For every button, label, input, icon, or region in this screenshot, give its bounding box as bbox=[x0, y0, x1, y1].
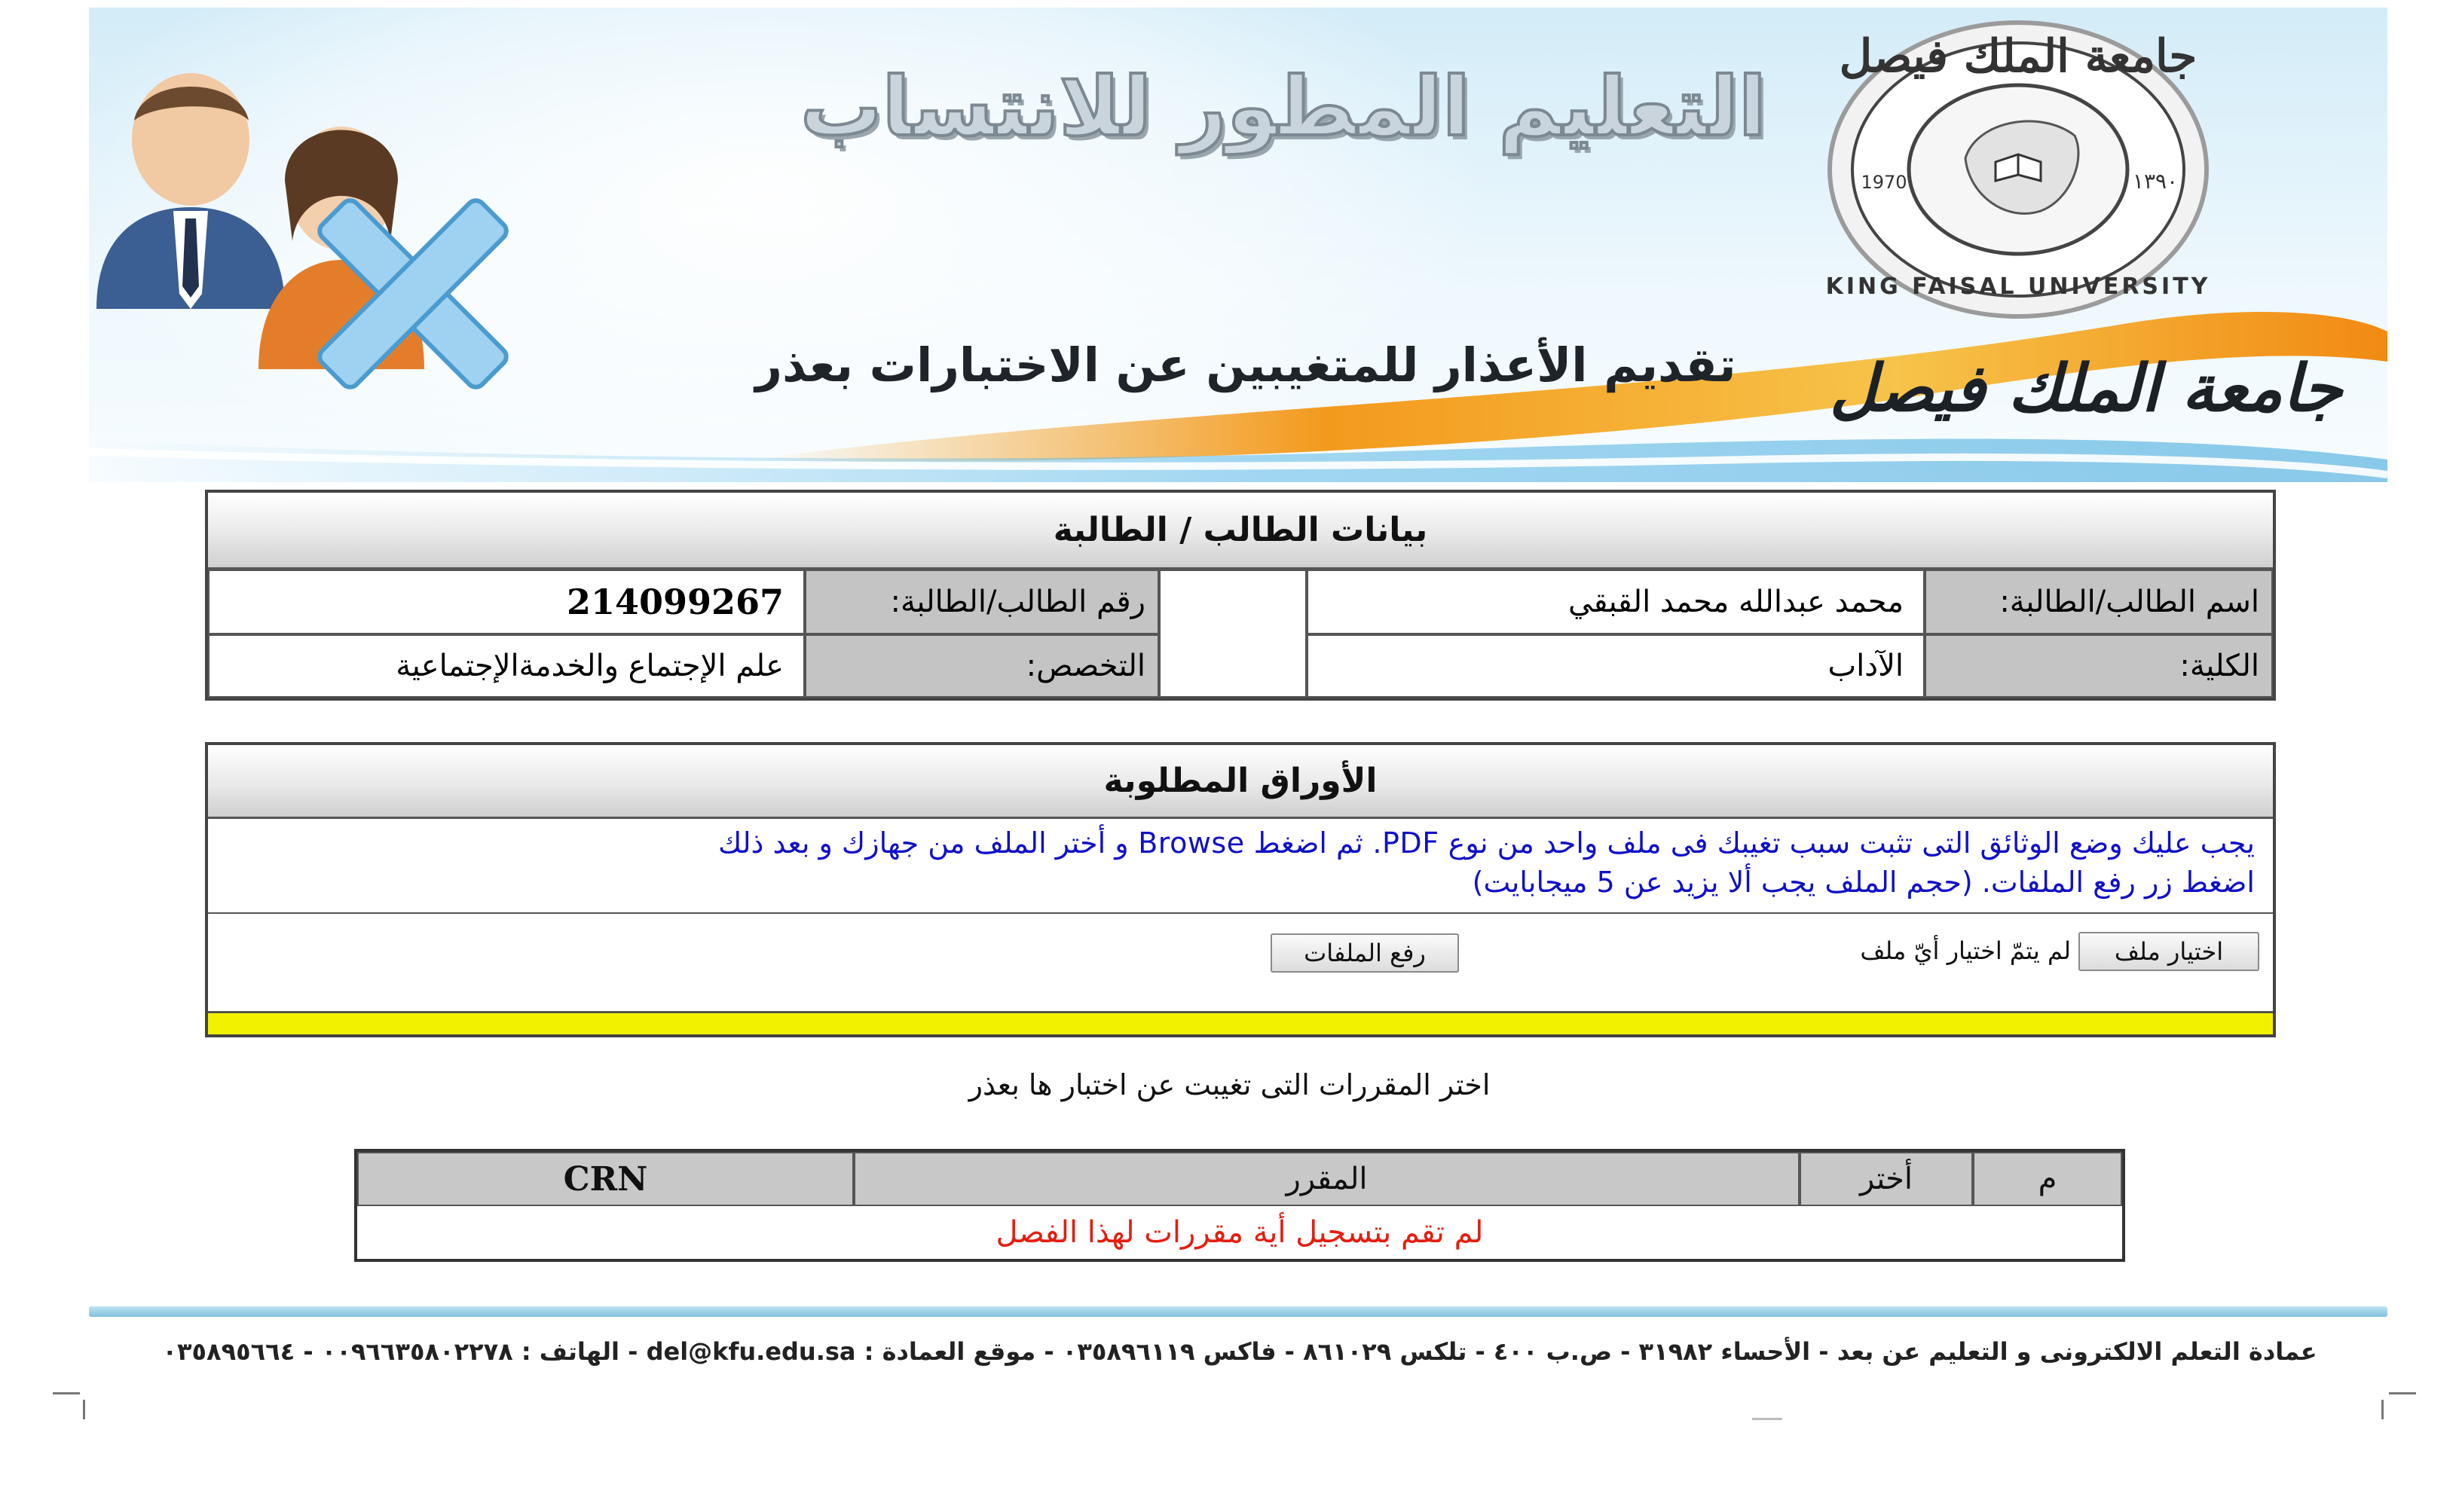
student-info-panel bbox=[205, 490, 2276, 701]
seal-english-text: KING FAISAL UNIVERSITY bbox=[1825, 273, 2211, 300]
seal-year-greg: 1970 bbox=[1861, 172, 1907, 193]
major-value: علم الإجتماع والخدمةالإجتماعية bbox=[208, 634, 805, 698]
student-id-label: رقم الطالب/الطالبة: bbox=[805, 570, 1159, 634]
major-label: التخصص: bbox=[805, 634, 1159, 698]
crop-mark-center bbox=[1752, 1418, 1782, 1420]
crop-mark-right-v bbox=[2381, 1400, 2384, 1419]
courses-instruction: اختر المقررات التى تغيبت عن اختبار ها بعذر bbox=[968, 1068, 1491, 1101]
courses-table bbox=[354, 1149, 2125, 1262]
footer-divider bbox=[89, 1306, 2387, 1317]
courses-empty-message: لم تقم بتسجيل أية مقررات لهذا الفصل bbox=[996, 1215, 1484, 1250]
required-documents-header: الأوراق المطلوبة bbox=[208, 745, 2273, 819]
column-header-select: أختر bbox=[1800, 1152, 1973, 1206]
documents-notice-line1: يجب عليك وضع الوثائق التى تثبت سبب تغيبك فى ملف واحد من نوع PDF. ثم اضغط Browse و أختر الملف من جهازك و بعد ذلك bbox=[717, 826, 2255, 860]
documents-notice bbox=[208, 819, 2273, 914]
university-seal-logo bbox=[1815, 8, 2237, 354]
student-name-value: محمد عبدالله محمد القبقي bbox=[1307, 570, 1925, 634]
footer-contact-info: عمادة التعلم الالكترونى و التعليم عن بعد - الأحساء ٣١٩٨٢ - ص.ب ٤٠٠ - تلكس ٨٦١٠٢٩ - فاكس ٠٣٥٨٩٦١١٩ - موقع العمادة : del@kfu.edu.sa - الهاتف : ٠٠٩٦٦٣٥٨٠٢٢٧٨ - ٠٣٥٨٩٥٦٦٤ bbox=[162, 1337, 2317, 1366]
header-banner bbox=[89, 8, 2387, 482]
documents-notice-line2: اضغط زر رفع الملفات. (حجم الملف يجب ألا يزيد عن 5 ميجابايت) bbox=[1472, 866, 2255, 899]
column-header-crn: CRN bbox=[357, 1152, 854, 1206]
upload-files-button[interactable]: رفع الملفات bbox=[1271, 933, 1459, 973]
file-status-text: لم يتمّ اختيار أيّ ملف bbox=[1860, 936, 2071, 965]
seal-year-hijri: ١٣٩٠ bbox=[2132, 169, 2179, 194]
banner-title: التعليم المطور للانتساب bbox=[800, 60, 1766, 154]
crop-mark-left-v bbox=[83, 1400, 85, 1419]
student-name-label: اسم الطالب/الطالبة: bbox=[1925, 570, 2273, 634]
seal-arabic-text: جامعة الملك فيصل bbox=[1839, 30, 2198, 83]
column-header-course: المقرر bbox=[854, 1152, 1800, 1206]
college-label: الكلية: bbox=[1925, 634, 2273, 698]
college-value: الآداب bbox=[1307, 634, 1925, 698]
student-id-value: 214099267 bbox=[208, 570, 805, 634]
university-name-script: جامعة الملك فيصل bbox=[1829, 350, 2343, 426]
users-remove-icon bbox=[89, 68, 579, 422]
crop-mark-right-h bbox=[2389, 1392, 2416, 1394]
student-info-header: بيانات الطالب / الطالبة bbox=[208, 493, 2273, 570]
column-header-index: م bbox=[1973, 1152, 2122, 1206]
choose-file-button[interactable]: اختيار ملف bbox=[2078, 932, 2259, 971]
upload-progress-bar bbox=[208, 1011, 2273, 1034]
required-documents-panel bbox=[205, 742, 2276, 1037]
spacer-cell bbox=[1159, 570, 1307, 698]
crop-mark-left-h bbox=[53, 1392, 80, 1394]
banner-subtitle: تقديم الأعذار للمتغيبين عن الاختبارات بعذر bbox=[755, 338, 1736, 393]
